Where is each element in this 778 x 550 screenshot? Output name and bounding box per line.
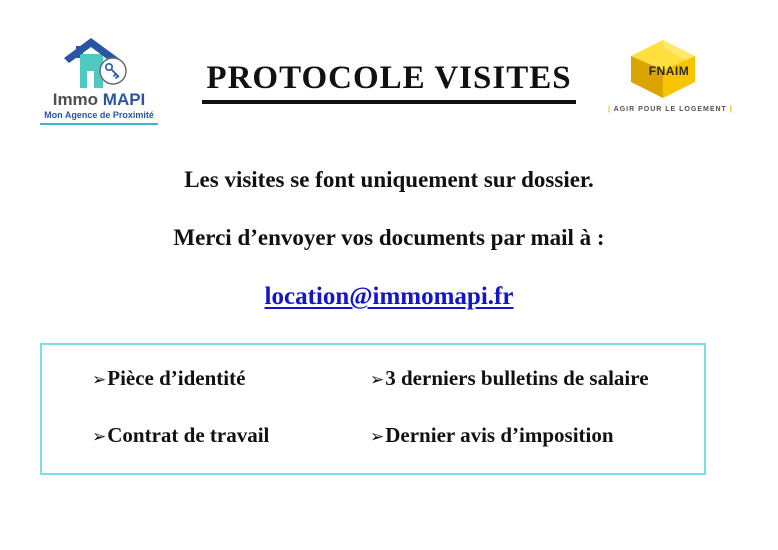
email-link[interactable]: location@immomapi.fr: [264, 283, 514, 310]
body-line-1: Les visites se font uniquement sur dossier.: [184, 167, 594, 192]
fnaim-tagline: [608, 106, 733, 113]
brand-immo-text: Immo: [52, 90, 103, 109]
immomapi-tagline-rule: [40, 123, 158, 125]
body-line-2: Merci d’envoyer vos documents par mail à :: [173, 225, 605, 250]
checklist-item-avis-imposition: [370, 423, 698, 448]
brand-mapi-text: MAPI: [102, 90, 146, 109]
checklist-item-contrat-travail: [92, 423, 370, 448]
checklist-item-label: Pièce d’identité: [107, 366, 246, 390]
fnaim-left-bar: |: [608, 106, 611, 113]
fnaim-name: FNAIM: [648, 64, 690, 78]
checklist-item-bulletins-salaire: [370, 366, 698, 391]
checklist-item-piece-identite: [92, 366, 370, 391]
checklist-item-label: Dernier avis d’imposition: [385, 423, 614, 447]
page-title: PROTOCOLE VISITES: [202, 60, 575, 104]
arrow-bullet-icon: ➢: [92, 427, 107, 447]
immomapi-tagline: Mon Agence de Proximité: [44, 110, 154, 120]
documents-checklist: [42, 345, 704, 473]
fnaim-right-bar: |: [729, 106, 733, 113]
fnaim-logo: [608, 40, 733, 113]
checklist-item-label: 3 derniers bulletins de salaire: [385, 366, 649, 390]
arrow-bullet-icon: ➢: [92, 370, 107, 390]
arrow-bullet-icon: ➢: [370, 427, 385, 447]
fnaim-tagline-text: AGIR POUR LE LOGEMENT: [613, 106, 727, 113]
arrow-bullet-icon: ➢: [370, 370, 385, 390]
checklist-item-label: Contrat de travail: [107, 423, 270, 447]
email-line: [0, 283, 778, 311]
documents-checklist-box: [40, 343, 706, 475]
